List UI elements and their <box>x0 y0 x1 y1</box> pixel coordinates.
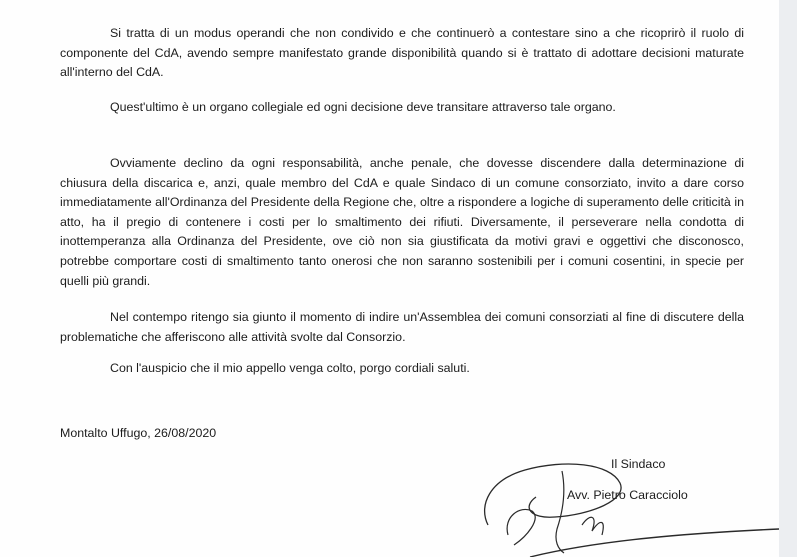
letter-paragraph: Con l'auspicio che il mio appello venga colto, porgo cordiali saluti. <box>110 361 470 375</box>
letter-paragraph: Ovviamente declino da ogni responsabilità, anche penale, che dovesse discendere dalla determinazione di chiusura della discarica e, anzi, quale membro del CdA e quale Sindaco di un comune consorziato, invito a dare corso immediatamente all'Ordinanza del Presidente della Regione che, oltre a rispondere a logiche di superamento delle criticità in atto, ha il pregio di contenere i costi per lo smaltimento dei rifiuti. Diversamente, il perseverare nella condotta di inottemperanza alla Ordinanza del Presidente, ove ciò non sia giustificata da motivi gravi e oggettivi che disconosco, potrebbe comportare costi di smaltimento tanto onerosi che non saranno sostenibili per i comuni cosentini, in specie per quelli più grandi. <box>60 156 744 288</box>
letter-paragraph: Quest'ultimo è un organo collegiale ed ogni decisione deve transitare attraverso tale organo. <box>110 100 616 114</box>
signatory-name: Avv. Pietro Caracciolo <box>567 488 688 502</box>
place-and-date: Montalto Uffugo, 26/08/2020 <box>60 426 217 440</box>
signature-title: Il Sindaco <box>611 457 666 471</box>
letter-paragraph: Si tratta di un modus operandi che non condivido e che continuerò a contestare sino a che ricoprirò il ruolo di componente del CdA, avendo sempre manifestato grande disponibilità quando si è trattato di adottare decisioni maturate all'interno del CdA. <box>60 26 744 80</box>
letter-paragraph: Nel contempo ritengo sia giunto il momento di indire un'Assemblea dei comuni consorziati al fine di discutere della problematiche che afferiscono alle attività svolte dal Consorzio. <box>60 310 744 344</box>
viewer-margin <box>779 0 797 557</box>
